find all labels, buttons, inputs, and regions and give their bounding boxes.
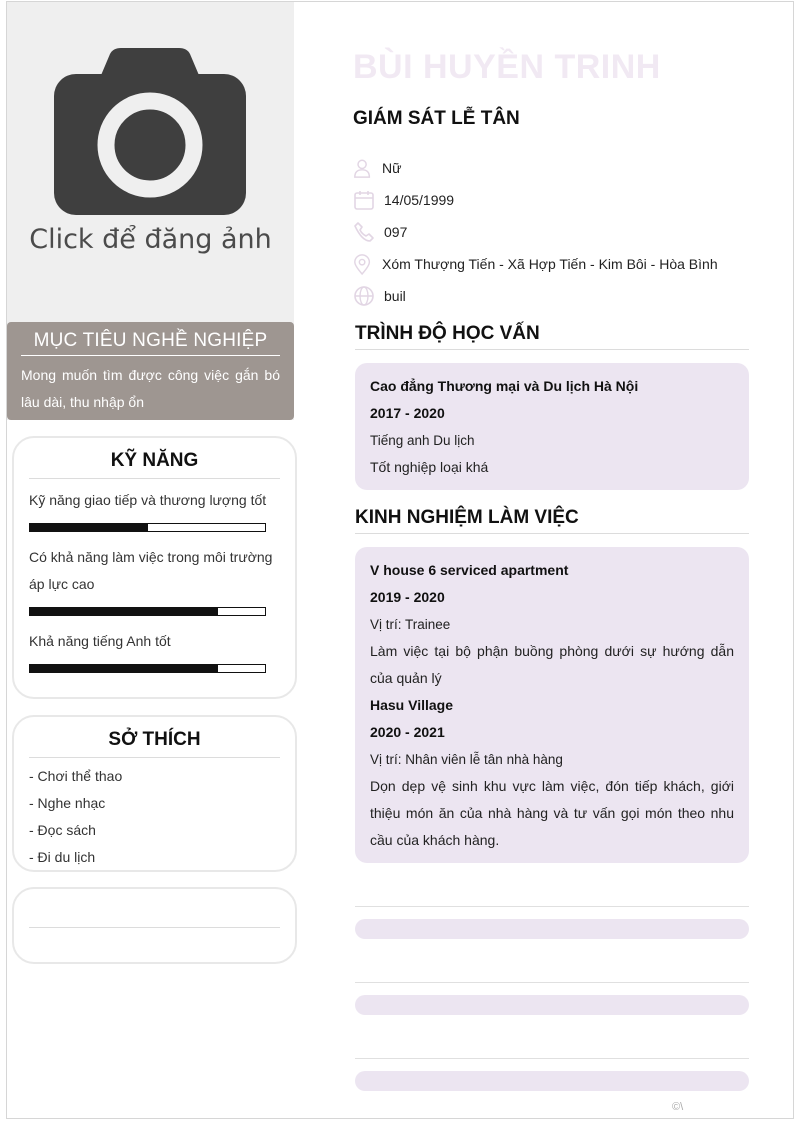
phone-value: 097 [384,224,408,240]
skill-bar [29,664,266,673]
skill-label[interactable]: Kỹ năng giao tiếp và thương lượng tốt [29,492,267,508]
hobbies-card [12,715,297,872]
skills-title: KỸ NĂNG [29,450,280,479]
contact-gender[interactable] [353,156,401,180]
skill-bar [29,523,266,532]
skill-label[interactable]: Khả năng tiếng Anh tốt [29,633,171,649]
job-role[interactable]: Vị trí: Trainee [370,617,451,632]
skill-bar [29,607,266,616]
gender-value: Nữ [382,160,402,176]
job-period[interactable]: 2020 - 2021 [370,724,445,740]
website-value: buil [384,288,406,304]
skill-bar-fill [30,524,148,531]
skill-label[interactable]: Có khả năng làm việc trong môi trường áp lực cao [29,549,273,592]
globe-icon [353,285,375,307]
contact-phone[interactable] [353,220,407,244]
job-company[interactable]: Hasu Village [370,697,454,713]
job-role[interactable]: Vị trí: Nhân viên lễ tân nhà hàng [370,752,563,767]
hobbies-title: SỞ THÍCH [29,729,280,758]
empty-section-divider [355,906,749,907]
job-description[interactable]: Dọn dẹp vệ sinh khu vực làm việc, đón tiếp khách, giới thiệu món ăn của nhà hàng và tư vấn gọi món theo nhu cầu của khách hàng. [370,778,734,848]
empty-section-box[interactable] [355,995,749,1015]
empty-section-divider [29,927,280,928]
hobby-item[interactable]: - Chơi thể thao [29,768,123,784]
calendar-icon [353,189,375,211]
birthday-value: 14/05/1999 [384,192,455,208]
education-major[interactable]: Tiếng anh Du lịch [370,433,475,448]
address-value: Xóm Thượng Tiến - Xã Hợp Tiến - Kim Bôi - Hòa Bình [382,256,718,272]
empty-section-card [12,887,297,964]
location-icon [353,252,373,276]
photo-upload[interactable] [7,2,294,322]
footer-watermark: ©\ [672,1101,684,1113]
contact-website[interactable] [353,284,406,308]
upload-photo-label[interactable]: Click để đăng ảnh [29,224,272,255]
empty-section-divider [355,982,749,983]
camera-icon [7,2,294,222]
experience-title: KINH NGHIỆM LÀM VIỆC [355,507,749,534]
job-description[interactable]: Làm việc tại bộ phận buồng phòng dưới sự hướng dẫn của quản lý [370,643,734,686]
hobby-item[interactable]: - Đi du lịch [29,849,96,865]
education-result[interactable]: Tốt nghiệp loại khá [370,459,489,475]
skill-bar-fill [30,608,218,615]
education-period[interactable]: 2017 - 2020 [370,405,445,421]
education-school[interactable]: Cao đẳng Thương mại và Du lịch Hà Nội [370,378,639,394]
education-box[interactable] [355,363,749,490]
education-title: TRÌNH ĐỘ HỌC VẤN [355,323,749,350]
job-company[interactable]: V house 6 serviced apartment [370,562,569,578]
skills-card [12,436,297,699]
contact-birthday[interactable] [353,188,454,212]
hobby-item[interactable]: - Đọc sách [29,822,96,838]
hobby-item[interactable]: - Nghe nhạc [29,795,106,811]
objective-text[interactable]: Mong muốn tìm được công việc gắn bó lâu dài, thu nhập ổn [21,367,280,410]
candidate-name[interactable]: BÙI HUYỀN TRINH [353,48,661,86]
skill-bar-fill [30,665,218,672]
experience-box[interactable] [355,547,749,863]
phone-icon [353,221,375,243]
contact-address[interactable] [353,252,718,276]
empty-section-box[interactable] [355,1071,749,1091]
empty-section-box[interactable] [355,919,749,939]
person-icon [353,157,373,179]
career-objective-section [7,322,294,420]
empty-section-divider [355,1058,749,1059]
objective-title: MỤC TIÊU NGHỀ NGHIỆP [21,330,280,356]
job-period[interactable]: 2019 - 2020 [370,589,445,605]
job-position[interactable]: GIÁM SÁT LỄ TÂN [353,108,520,129]
